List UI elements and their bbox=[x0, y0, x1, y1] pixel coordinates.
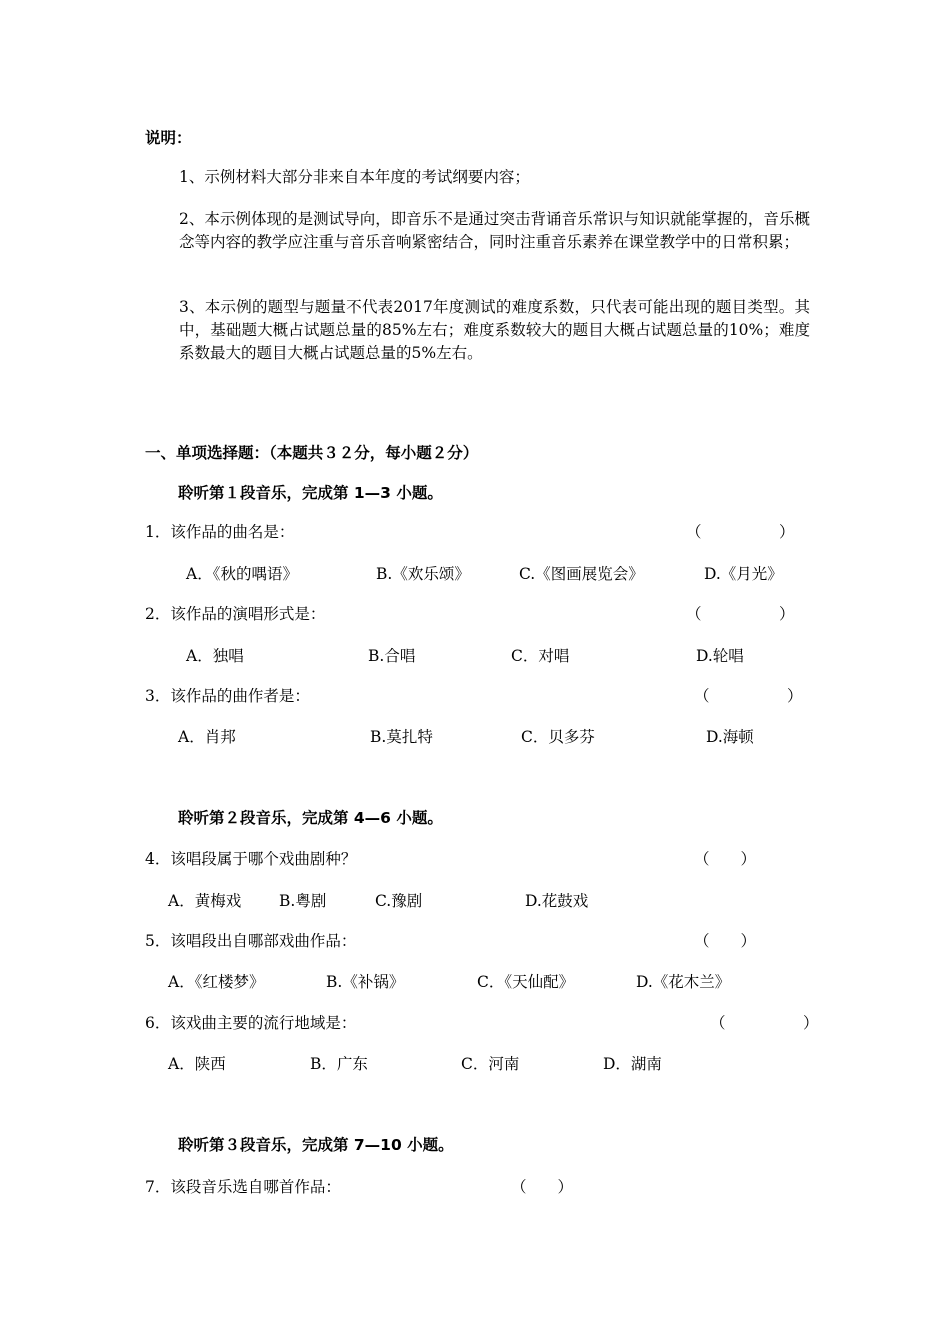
note-item-1-text: 1、示例材料大部分非来自本年度的考试纲要内容； bbox=[179, 168, 530, 186]
answer-bracket-2[interactable]: （ ） bbox=[686, 605, 795, 623]
option-2b[interactable]: B.合唱 bbox=[368, 647, 416, 665]
option-1a[interactable]: A．《秋的喁语》 bbox=[186, 565, 298, 583]
option-4d[interactable]: D.花鼓戏 bbox=[525, 892, 589, 910]
question-stem-6: 6．该戏曲主要的流行地域是： bbox=[145, 1014, 357, 1032]
question-stem-1: 1．该作品的曲名是： bbox=[145, 523, 295, 541]
answer-bracket-7[interactable]: （ ） bbox=[511, 1178, 574, 1196]
option-4c[interactable]: C.豫剧 bbox=[375, 892, 423, 910]
option-6d[interactable]: D．湖南 bbox=[603, 1055, 662, 1073]
option-2a[interactable]: A．独唱 bbox=[186, 647, 244, 665]
group-instruction-3: 聆听第３段音乐，完成第 7—10 小题。 bbox=[178, 1136, 454, 1154]
option-2c[interactable]: C．对唱 bbox=[511, 647, 570, 665]
answer-bracket-4[interactable]: （ ） bbox=[694, 850, 757, 868]
note-item-3-text: 3、本示例的题型与题量不代表2017年度测试的难度系数，只代表可能出现的题目类型。其中，基础题大概占试题总量的85%左右；难度系数较大的题目大概占试题总量的10%；难度系数最大的题目大概占试题总量的5%左右。 bbox=[179, 298, 810, 362]
note-heading: 说明： bbox=[145, 129, 192, 147]
option-3b[interactable]: B.莫扎特 bbox=[370, 728, 433, 746]
option-6b[interactable]: B．广东 bbox=[310, 1055, 368, 1073]
note-item-2-text: 2、本示例体现的是测试导向，即音乐不是通过突击背诵音乐常识与知识就能掌握的，音乐概念等内容的教学应注重与音乐音响紧密结合，同时注重音乐素养在课堂教学中的日常积累； bbox=[179, 210, 810, 251]
option-1c[interactable]: C.《图画展览会》 bbox=[519, 565, 644, 583]
question-stem-3: 3．该作品的曲作者是： bbox=[145, 687, 310, 705]
option-4a[interactable]: A．黄梅戏 bbox=[168, 892, 242, 910]
section-title: 一、单项选择题：（本题共３２分，每小题２分） bbox=[145, 444, 479, 462]
question-stem-2: 2．该作品的演唱形式是： bbox=[145, 605, 326, 623]
option-3d[interactable]: D.海顿 bbox=[706, 728, 754, 746]
answer-bracket-3[interactable]: （ ） bbox=[694, 687, 803, 705]
question-stem-5: 5．该唱段出自哪部戏曲作品： bbox=[145, 932, 357, 950]
group-instruction-2: 聆听第２段音乐，完成第 4—6 小题。 bbox=[178, 809, 443, 827]
option-5c[interactable]: C．《天仙配》 bbox=[477, 973, 575, 991]
option-4b[interactable]: B.粤剧 bbox=[279, 892, 327, 910]
note-item-1 bbox=[145, 166, 810, 189]
group-instruction-1: 聆听第１段音乐，完成第 1—3 小题。 bbox=[178, 484, 443, 502]
option-1b[interactable]: B.《欢乐颂》 bbox=[376, 565, 470, 583]
option-5a[interactable]: A．《红楼梦》 bbox=[168, 973, 265, 991]
option-5b[interactable]: B.《补锅》 bbox=[326, 973, 405, 991]
answer-bracket-1[interactable]: （ ） bbox=[686, 523, 795, 541]
answer-bracket-6[interactable]: （ ） bbox=[710, 1014, 819, 1032]
note-item-2 bbox=[145, 208, 810, 254]
answer-bracket-5[interactable]: （ ） bbox=[694, 932, 757, 950]
option-6c[interactable]: C．河南 bbox=[461, 1055, 520, 1073]
option-3a[interactable]: A．肖邦 bbox=[178, 728, 236, 746]
question-stem-7: 7．该段音乐选自哪首作品： bbox=[145, 1178, 341, 1196]
option-6a[interactable]: A．陕西 bbox=[168, 1055, 226, 1073]
option-3c[interactable]: C．贝多芬 bbox=[521, 728, 595, 746]
option-2d[interactable]: D.轮唱 bbox=[696, 647, 744, 665]
note-item-3 bbox=[145, 296, 810, 365]
option-5d[interactable]: D.《花木兰》 bbox=[636, 973, 731, 991]
option-1d[interactable]: D.《月光》 bbox=[704, 565, 783, 583]
question-stem-4: 4．该唱段属于哪个戏曲剧种？ bbox=[145, 850, 357, 868]
